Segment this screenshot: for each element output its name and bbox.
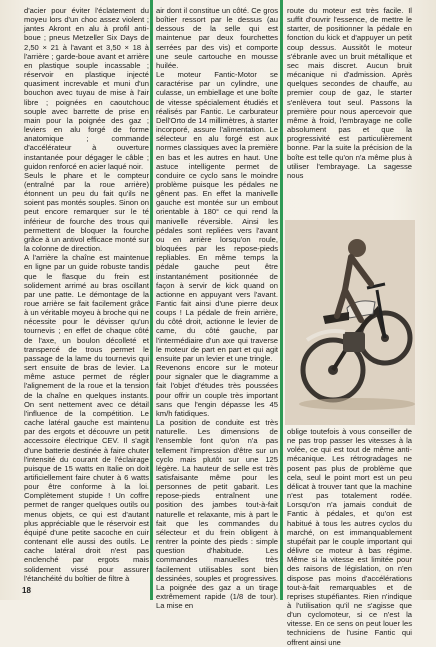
paragraph: route du moteur est très facile. Il suffit d'ouvrir l'essence, de mettre le starter, de positionner la pédale en fonction du kick et d'appuyer un petit coup dessus. Aussitôt le moteur s'ébranle avec un bruit métallique et sec mais discret. Aucun bruit mécanique ni d'admission. Après quelques secondes de chauffe, au premier coup de gaz, le starter s'enlèvera tout seul. Passons la première pour nous apercevoir que même à froid, l'embrayage ne colle absolument pas et que la progressivité est particulièrement bonne. Par la suite la précision de la boîte est telle qu'on n'a même plus à utiliser l'embrayage. La sagesse nous [287,6,412,180]
paragraph: A l'arrière la chaîne est maintenue en ligne par un guide robuste tandis que le flasque du frein est solidement arrimé au bras oscillant par une patte. Le démontage de la roue arrière se fait facilement grâce à un véritable moyeu à broche qui ne nécessite pour le dévisser qu'un tournevis ; en effet de chaque côté de l'axe, un boulon décolleté et transpercé de trous permet le passage de la lame du tournevis qui sert ensuite de bras de levier. La même astuce permet de régler l'alignement de la roue et la tension de la chaîne en quelques instants. On sent nettement avec ce détail l'influence de la compétition. Le cache latéral gauche est maintenu par des ergots et découvre un petit accessoire électrique CEV. Il s'agit d'une batterie destinée à faire chuter l'intensité du courant de l'éclairage puisque de 15 watts en Italie on doit artificiellement faire chuter à 6 watts pour être conforme à la loi. Complètement stupide ! Un coffre permet de ranger quelques outils ou menus objets, ce qui est d'autant plus appréciable que le réservoir est équipé d'une petite sacoche en cuir contenant elle aussi des outils. Le cache latéral droit n'est pas enclenché par ergots mais solidement vissé pour assurer l'étanchéité du boîtier de filtre à [24,253,149,583]
text-column-3-bottom [287,427,412,647]
paragraph: oblige toutefois à vous conseiller de ne pas trop passer les vitesses à la volée, ce qui est tout de même anti-mécanique. Les rétrogradages ne posent pas plus de problème que cela, seul le point mort est un peu délicat à trouver tant que la machine n'est pas totalement rodée. Lorsqu'on n'a jamais conduit de Fantic à pédales, et qu'on est habitué à tous les autres cyclos du marché, on est immanquablement stupéfait par le couple important qui délivre ce moteur à bas régime. Même si la vitesse est limitée pour des raisons de législation, on n'en dispose pas moins d'accélérations tout-à-fait remarquables et de reprises stupéfiantes. Rien n'indique à l'utilisation qu'il ne s'agisse que d'un cyclomoteur, si ce n'est la vitesse. En ce sens on peut louer les techniciens de l'usine Fantic qui offrent ainsi une [287,427,412,647]
paragraph: Le moteur Fantic-Motor se caractérise par un cylindre, une culasse, un embiellage et une boîte de vitesse spécialement étudiés et réalisés par Fantic. Le carburateur Dell'Orto de 14 millimètres, à starter incorporé, assure l'alimentation. Le sélecteur en alu forgé est aux normes classiques avec la première en bas et les autres en haut. Une astuce intelligente permet de conduire ce cyclo sans le moindre problème puisque les pédales ne gênent pas. En effet la manivelle gauche est montée sur un embout orientable à 180° ce qui rend la manivelle réversible. Ainsi les pédales sont repliées vers l'avant ou en arrière lorsqu'on roule, bloquées par les repose-pieds repliables. En même temps la pédale gauche peut être instantanément positionnée de façon à servir de kick quand on actionne en appuyant vers l'avant. Fantic fait ainsi d'une pierre deux coups ! La pédale de frein arrière, du côté droit, actionne le levier de came, du côté gauche, par l'intermédiaire d'un axe qui traverse le moteur de part en part et qui agit ensuite par un levier et une tringle. [156,70,278,363]
paragraph: Revenons encore sur le moteur pour signaler que le diagramme a fait l'objet d'études très poussées pour offrir un couple très important sans que l'engin dépasse les 45 km/h fatidiques. [156,363,278,418]
paragraph: La position de conduite est très naturelle. Les dimensions de l'ensemble font qu'on n'a pas tellement l'impression d'être sur un cyclo mais plutôt sur une 125 légère. La hauteur de selle est très satisfaisante même pour les personnes de petit gabarit. Les repose-pieds entraînent une position des jambes tout-à-fait naturelle et relaxante, mis à part le fait que les commandes du sélecteur et du frein obligent à rentrer la pointe des pieds : simple question d'habitude. Les commandes manuelles très facilement utilisables sont bien dessinées, souples et progressives. La poignée des gaz a un tirage extrêmement rapide (1/8 de tour). La mise en [156,418,278,611]
paragraph: air dont il constitue un côté. Ce gros boîtier ressort par le dessus (au dessous de la selle qui est maintenue par deux fourchettes serrées par des vis) et comporte une seule cartouche en mousse huilée. [156,6,278,70]
paragraph: d'acier pour éviter l'éclatement du moyeu lors d'un choc assez violent ; jantes Akront en alu à profil anti-boue ; pneus Metzeller Six Days de 2,50 × 21 à l'avant et 3,50 × 18 à l'arrière ; garde-boue avant et arrière en plastique souple incassable ; réservoir en plastique injecté quasiment increvable et muni d'un bouchon avec tuyau de mise à l'air libre ; poignées en caoutchouc souple avec barrette de prise en main pour la poignée des gaz ; leviers en alu forgé de forme anatomique ; commande d'accélérateur à ouverture instantanée pour dégager le câble ; guidon renforcé en acier laqué noir. [24,6,149,171]
motorcycle-photo [285,220,415,425]
text-column-1 [24,6,149,583]
motorcycle-illustration [285,220,415,425]
column-divider [150,0,153,600]
paragraph: Seuls le phare et le compteur (entraîné par la roue arrière) étonnent un peu du fait qu'ils ne soient pas montés souples. Sinon on peut encore remarquer sur le té inférieur de fourche des trous qui permettent de bloquer la fourche grâce à un antivol efficace monté sur la colonne de direction. [24,170,149,254]
text-column-2 [156,6,278,611]
column-divider [280,0,283,600]
text-column-3-top [287,6,412,218]
page-number: 18 [22,586,31,595]
